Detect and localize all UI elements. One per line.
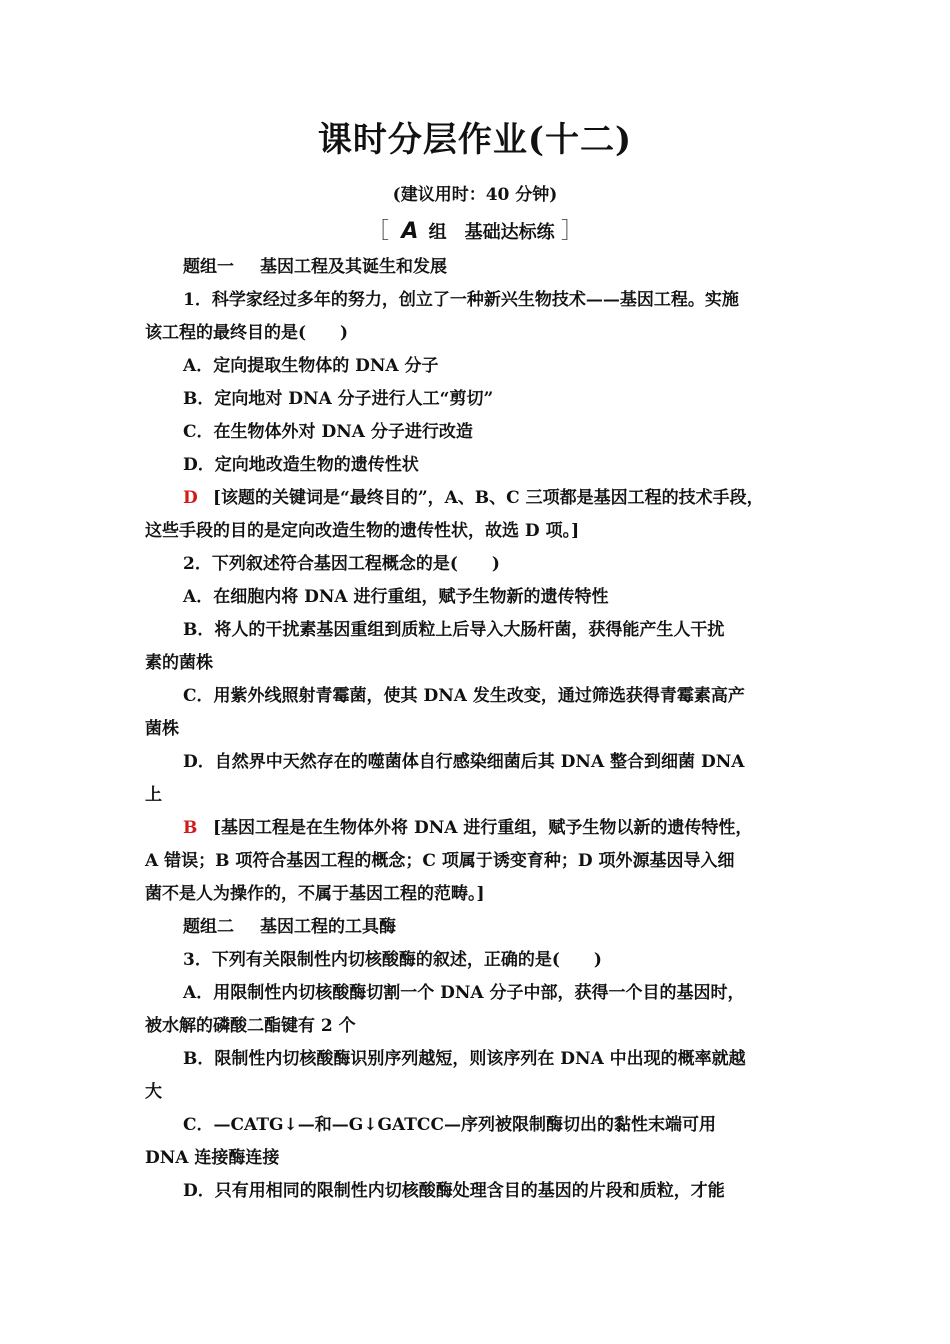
question-1-option-d: D．定向地改造生物的遗传性状 xyxy=(183,455,419,475)
answer-letter: D xyxy=(183,488,198,508)
section-number: 题组二 xyxy=(183,917,234,937)
question-3-option-a-cont: 被水解的磷酸二酯键有 2 个 xyxy=(145,1016,356,1036)
question-1-option-a: A．定向提取生物体的 DNA 分子 xyxy=(183,356,439,376)
suggested-time: (建议用时：40 分钟) xyxy=(392,185,558,205)
question-1-explanation xyxy=(145,482,808,515)
question-2-option-d-cont: 上 xyxy=(145,785,162,805)
question-2-option-b: B．将人的干扰素基因重组到质粒上后导入大肠杆菌，获得能产生人干扰 xyxy=(183,620,725,640)
question-3-option-b: B．限制性内切核酸酶识别序列越短，则该序列在 DNA 中出现的概率就越 xyxy=(183,1049,746,1069)
question-3-stem: 3．下列有关限制性内切核酸酶的叙述，正确的是( ) xyxy=(183,950,602,970)
question-1-stem-cont: 该工程的最终目的是( ) xyxy=(145,323,349,343)
question-2-option-b-cont: 素的菌株 xyxy=(145,653,213,673)
question-2-explanation-cont: A 错误；B 项符合基因工程的概念；C 项属于诱变育种；D 项外源基因导入细 xyxy=(145,851,735,871)
explanation-text: [基因工程是在生物体外将 DNA 进行重组，赋予生物以新的遗传特性， xyxy=(213,818,753,838)
page-title: 课时分层作业(十二) xyxy=(317,120,633,160)
question-3-option-c-cont: DNA 连接酶连接 xyxy=(145,1148,280,1168)
question-1-explanation-cont: 这些手段的目的是定向改造生物的遗传性状，故选 D 项。] xyxy=(145,521,580,541)
question-2-option-a: A．在细胞内将 DNA 进行重组，赋予生物新的遗传特性 xyxy=(183,587,609,607)
question-2-option-d: D．自然界中天然存在的噬菌体自行感染细菌后其 DNA 整合到细菌 DNA xyxy=(183,752,745,772)
question-2-option-c: C．用紫外线照射青霉菌，使其 DNA 发生改变，通过筛选获得青霉素高产 xyxy=(183,686,745,706)
section-number: 题组一 xyxy=(183,257,234,277)
section-name: 基因工程及其诞生和发展 xyxy=(260,257,447,277)
group-header xyxy=(0,214,950,245)
explanation-text: [该题的关键词是“最终目的”，A、B、C 三项都是基因工程的技术手段， xyxy=(213,488,764,508)
group-letter-icon: A xyxy=(401,219,419,244)
question-3-option-d: D．只有用相同的限制性内切核酸酶处理含目的基因的片段和质粒，才能 xyxy=(183,1181,725,1201)
question-2-option-c-cont: 菌株 xyxy=(145,719,179,739)
section-title-2 xyxy=(145,911,808,944)
question-3-option-b-cont: 大 xyxy=(145,1082,162,1102)
question-1-option-b: B．定向地对 DNA 分子进行人工“剪切” xyxy=(183,389,494,409)
question-2-explanation-cont-2: 菌不是人为操作的，不属于基因工程的范畴。] xyxy=(145,884,485,904)
question-3-option-c: C．—CATG↓—和—G↓GATCC—序列被限制酶切出的黏性末端可用 xyxy=(183,1115,716,1135)
section-title-1 xyxy=(145,251,808,284)
right-bracket: ］ xyxy=(560,219,583,244)
question-3-option-a: A．用限制性内切核酸酶切割一个 DNA 分子中部，获得一个目的基因时， xyxy=(183,983,745,1003)
question-2-explanation xyxy=(145,812,808,845)
answer-letter: B xyxy=(183,818,198,838)
question-content xyxy=(145,251,808,1208)
group-label: 组 基础达标练 xyxy=(428,222,555,243)
question-2-stem: 2．下列叙述符合基因工程概念的是( ) xyxy=(183,554,500,574)
question-1-stem: 1．科学家经过多年的努力，创立了一种新兴生物技术——基因工程。实施 xyxy=(183,290,739,310)
section-name: 基因工程的工具酶 xyxy=(260,917,396,937)
question-1-option-c: C．在生物体外对 DNA 分子进行改造 xyxy=(183,422,473,442)
left-bracket: ［ xyxy=(367,219,390,244)
